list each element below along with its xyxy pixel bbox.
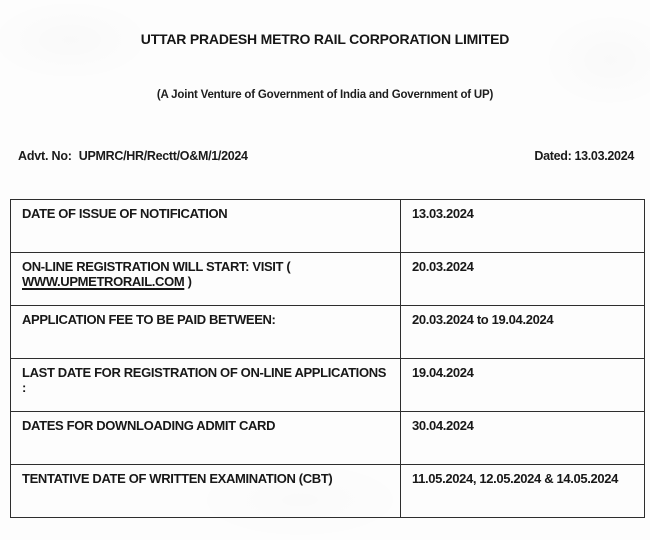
- row-value-cell: 19.04.2024: [401, 359, 645, 412]
- row-value-cell: 11.05.2024, 12.05.2024 & 14.05.2024: [401, 465, 645, 518]
- row-label-cell: TENTATIVE DATE OF WRITTEN EXAMINATION (CBT): [11, 465, 401, 518]
- table-row: [11, 359, 645, 412]
- dated-line: [534, 149, 634, 163]
- dated-value: 13.03.2024: [574, 149, 634, 163]
- schedule-table: [10, 199, 645, 518]
- row-label-cell: APPLICATION FEE TO BE PAID BETWEEN:: [11, 306, 401, 359]
- table-row: [11, 306, 645, 359]
- row-label-cell: LAST DATE FOR REGISTRATION OF ON-LINE APPLICATIONS :: [11, 359, 401, 412]
- table-row: [11, 412, 645, 465]
- row-label-cell: DATES FOR DOWNLOADING ADMIT CARD: [11, 412, 401, 465]
- row-label-cell: [11, 253, 401, 306]
- advt-number-label: Advt. No:: [18, 149, 72, 163]
- upmetrorail-link: WWW.UPMETRORAIL.COM: [22, 274, 185, 289]
- row-value-cell: 20.03.2024 to 19.04.2024: [401, 306, 645, 359]
- row-label-suffix: ): [184, 274, 192, 289]
- row-value-cell: 30.04.2024: [401, 412, 645, 465]
- row-label-cell: DATE OF ISSUE OF NOTIFICATION: [11, 200, 401, 253]
- table-row: [11, 200, 645, 253]
- dated-label: Dated:: [534, 149, 572, 163]
- advt-number-line: [18, 149, 248, 163]
- table-row: [11, 253, 645, 306]
- page-subtitle: (A Joint Venture of Government of India and Government of UP): [156, 89, 494, 101]
- row-value-cell: 13.03.2024: [401, 200, 645, 253]
- advt-number-value: UPMRC/HR/Rectt/O&M/1/2024: [78, 149, 248, 163]
- page-title: UTTAR PRADESH METRO RAIL CORPORATION LIMITED: [140, 31, 510, 47]
- table-row: [11, 465, 645, 518]
- row-value-cell: 20.03.2024: [401, 253, 645, 306]
- meta-line: [0, 149, 650, 163]
- row-label-prefix: ON-LINE REGISTRATION WILL START: VISIT (: [22, 259, 291, 274]
